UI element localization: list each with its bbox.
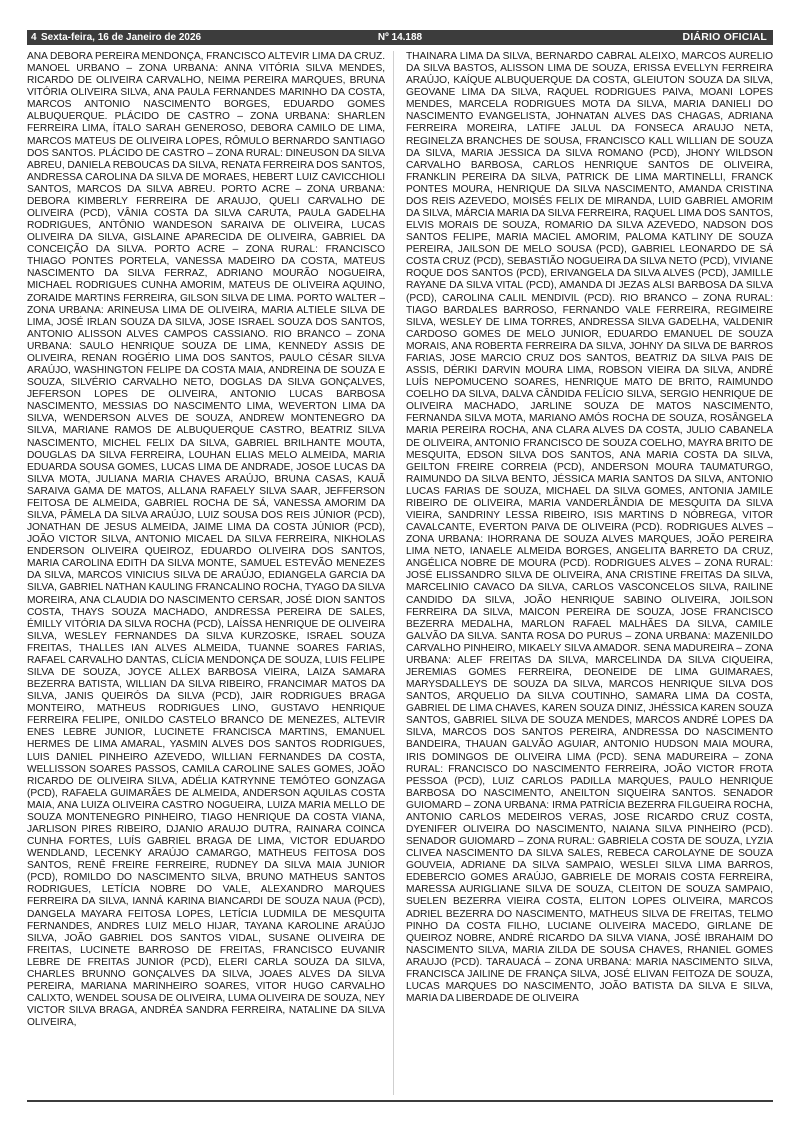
page-header <box>27 30 773 45</box>
publication-title: DIÁRIO OFICIAL <box>682 31 767 43</box>
page-number: 4 <box>31 32 37 43</box>
text-column-right: THAINARA LIMA DA SILVA, BERNARDO CABRAL ALEIXO, MARCOS AURELIO DA SILVA BASTOS, ALISSON LIMA DE SOUZA, ERISSA EVELLYN FERREIRA ARAÚJO, KAÍQUE ALBUQUERQUE DA COSTA, GLEIUTON SOUZA DA SILVA, GEOVANE LIMA DA SILVA, RAQUEL RODRIGUES PAIVA, MOANI LOPES MENDES, MARCELA RODRIGUES MOTA DA SILVA, MARIA DANIELI DO NASCIMENTO EVANGELISTA, JOHNATAN ALVES DAS CHAGAS, ADRIANA FERREIRA MOREIRA, LATIFE JALUL DA FONSECA ARAUJO NETA, REGINELZA BRANCHES DE SOUSA, FRANCISCO KALL WILLIAN DE SOUZA DA SILVA, MARIA JESSICA DA SILVA ROMANO (PCD), JHONY WILDSON CARVALHO BARBOSA, CARLOS HENRIQUE SANTOS DE OLIVEIRA, FRANKLIN PEREIRA DA SILVA, PATRICK DE LIMA MARTINELLI, FRANCK PONTES MOURA, HENRIQUE DA SILVA NASCIMENTO, AMANDA CRISTINA DOS REIS AZEVEDO, MOISÉS FELIX DE MIRANDA, LUID GABRIEL AMORIM DA SILVA, MÁRCIA MARIA DA SILVA FERREIRA, RAQUEL LIMA DOS SANTOS, ELVIS MORAIS DE SOUZA, ROMARIO DA SILVA AZEVEDO, NADSON DOS SANTOS FELIPE, MARIA MACIEL AMORIM, PALOMA KATLINY DE SOUZA PEREIRA, JAILSON DE MELO SOUSA (PCD), GABRIEL LEONARDO DE SÁ COSTA CRUZ (PCD), SEBASTIÃO NOGUEIRA DA SILVA NETO (PCD), VIVIANE ROQUE DOS SANTOS (PCD), ERIVANGELA DA SILVA ALVES (PCD), JAMILLE RAYANE DA SILVA VITAL (PCD), AMANDA DI JEZAS ALSI BARBOSA DA SILVA (PCD), CAROLINA CALIL MENDIVIL (PCD). RIO BRANCO – ZONA RURAL: TIAGO BARDALES BARROSO, FERNANDO VALE FERREIRA, REGIMEIRE SILVA, WESLEY DE LIMA TORRES, ANDRESSA SILVA GADELHA, VALDENIR CARDOSO GOMES DE MELO JUNIOR, EDUARDO EMANUEL DE SOUZA MORAIS, ANA ROBERTA FERREIRA DA SILVA, JOHNY DA SILVA DE BARROS FARIAS, JOSE MARCIO CRUZ DOS SANTOS, BEATRIZ DA SILVA PAIS DE ASSIS, DÉRIKI DARVIN MOURA LIMA, ROBSON VIEIRA DA SILVA, ANDRÉ LUÍS NEPOMUCENO SOARES, HENRIQUE MATO DE BRITO, RAIMUNDO COELHO DA SILVA, DALVA CÂNDIDA FELÍCIO SILVA, SERGIO HENRIQUE DE OLIVEIRA MACHADO, JARLINE SOUZA DE MATOS NASCIMENTO, FERNANDA SILVA MOTA, MARIANO AMÓS ROCHA DE SOUZA, ROSÂNGELA MARIA PEREIRA ROCHA, ANA CLARA ALVES DA COSTA, JULIO CABANELA DE OLIVEIRA, ANTONIO FRANCISCO DE SOUZA COELHO, MAYRA BRITO DE MESQUITA, EDSON SILVA DOS SANTOS, ANA MARIA COSTA DA SILVA, GEILTON FREIRE CORREIA (PCD), ANDERSON MOURA TAUMATURGO, RAIMUNDO DA SILVA BENTO, JÉSSICA MARIA SANTOS DA SILVA, ANTONIO LUCAS FARIAS DE SOUZA, MICHAEL DA SILVA GOMES, ANTONIA JAMILE RIBEIRO DE OLIVEIRA, MARIA VANDERLÂNDIA DE MESQUITA DA SILVA VIEIRA, SANDRINY LESSA RIBEIRO, ISIS MARTINS D NÓBREGA, VITOR CAVALCANTE, EVERTON PAIVA DE OLIVEIRA (PCD). RODRIGUES ALVES – ZONA URBANA: IHORRANA DE SOUZA ALVES MARQUES, JOÃO PEREIRA LIMA NETO, IANAELE ALMEIDA BORGES, ANGELITA BARRETO DA CRUZ, ANGÉLICA NOBRE DE MOURA (PCD). RODRIGUES ALVES – ZONA RURAL: JOSÉ ELISSANDRO SILVA DE OLIVEIRA, ANA CRISTINE FREITAS DA SILVA, MARCELINIO CAVACO DA SILVA, CARLOS VASCONCELOS SILVA, RAILINE CANDIDO DA SILVA, JOÃO HENRIQUE SABINO OLIVEIRA, JOILSON FERREIRA DA SILVA, MAICON PEREIRA DE SOUZA, JOSE FRANCISCO BEZERRA MEDALHA, MARLON RAFAEL MALHÃES DA SILVA, CAMILE GALVÃO DA SILVA. SANTA ROSA DO PURUS – ZONA URBANA: MAZENILDO CARVALHO PINHEIRO, MIKAELY SILVA AMADOR. SENA MADUREIRA – ZONA URBANA: ALEF FREITAS DA SILVA, MARCELINDA DA SILVA CIQUEIRA, JEREMIAS GOMES FERREIRA, DEONEIDE DE LIMA GUIMARAES, MARYSDALLEYS DE SOUZA DA SILVA, MARCOS HENRIQUE SILVA DOS SANTOS, ARQUELIO DA SILVA COUTINHO, SAMARA LIMA DA COSTA, GABRIEL DE LIMA CHAVES, KAREN SOUZA DINIZ, JHÉSSICA KAREN SOUZA SANTOS, GABRIEL SILVA DE SOUZA MENDES, MARCOS ANDRÉ LOPES DA SILVA, MARCOS DOS SANTOS PEREIRA, ANDRESSA DO NASCIMENTO BANDEIRA, THAUAN GALVÃO AGUIAR, ANTONIO HUDSON MAIA MOURA, IRIS DOMINGOS DE OLIVEIRA LIMA (PCD). SENA MADUREIRA – ZONA RURAL: FRANCISCO DO NASCIMENTO FERREIRA, JOÃO VICTOR FROTA PESSOA (PCD), LUIZ CARLOS PADILLA MARQUES, PAULO HENRIQUE BARBOSA DO NASCIMENTO, ANEILTON SIQUEIRA SANTOS. SENADOR GUIOMARD – ZONA URBANA: IRMA PATRÍCIA BEZERRA FILGUEIRA ROCHA, ANTONIO CARLOS MEDEIROS VERAS, JOSE RICARDO CRUZ COSTA, DYENIFER OLIVEIRA DO NASCIMENTO, NAIANA SILVA PINHEIRO (PCD). SENADOR GUIOMARD – ZONA RURAL: GABRIELA COSTA DE SOUZA, LYZIA CLIVEA NASCIMENTO DA SILVA SALES, REBECA CAROLAYNE DE SOUZA GOUVEIA, ADRIANE DA SILVA SAMPAIO, WESLEI SILVA LIMA BARROS, EDEBERCIO GOMES ARAÚJO, GABRIELE DE MORAIS COSTA FERREIRA, MARESSA AURIGLIANE SILVA DE SOUZA, CLEITON DE SOUZA SAMPAIO, SUELEN BEZERRA VIEIRA COSTA, ELITON LOPES OLIVEIRA, MARCOS ADRIEL BEZERRA DO NASCIMENTO, MATHEUS SILVA DE FREITAS, TELMO PINHO DA COSTA FILHO, LUCIANE OLIVEIRA MACEDO, GIRLANE DE QUEIROZ NOBRE, ANDRÉ RICARDO DA SILVA VIANA, JOSÉ IBRAHAIM DO NASCIMENTO SILVA, MARIA ZILDA DE SOUSA CHAVES, RHANIEL GOMES ARAUJO (PCD). TARAUACÁ – ZONA URBANA: MARIA NASCIMENTO SILVA, FRANCISCA JAILINE DE FRANÇA SILVA, JOSÉ ELIVAN FEITOZA DE SOUZA, LUCAS MARQUES DO NASCIMENTO, JOÃO BATISTA DA SILVA E SILVA, MARIA DA LIBERDADE DE OLIVEIRA <box>406 51 773 1005</box>
footer-rule <box>27 1100 773 1102</box>
issue-number: Nº 14.188 <box>377 32 423 43</box>
column-divider <box>393 51 394 1095</box>
publication-date: Sexta-feira, 16 de Janeiro de 2026 <box>41 32 202 43</box>
text-column-left: ANA DÉBORA PEREIRA MENDONÇA, FRANCISCO ALTEVIR LIMA DA CRUZ. MANOEL URBANO – ZONA URBANA: ANNA VITÓRIA SILVA MENDES, RICARDO DE OLIVEIRA CARVALHO, NEIMA PEREIRA MARQUES, BRUNA VITÓRIA OLIVEIRA SILVA, ANA PAULA FERNANDES MARINHO DA COSTA, MARCOS ANTONIO NASCIMENTO BORGES, EDUARDO GOMES ALBUQUERQUE. PLÁCIDO DE CASTRO – ZONA URBANA: SHARLEN FERREIRA LIMA, ÍTALO SARAH GENEROSO, DEBORA CAMILO DE LIMA, MARCOS MATEUS DE OLIVEIRA LOPES, RÔMULO BERNARDO SANTIAGO DOS SANTOS. PLÁCIDO DE CASTRO – ZONA RURAL: DINEUSON DA SILVA ABREU, DANIELA REBOUCAS DA SILVA, RENATA FERREIRA DOS SANTOS, ANDRESSA CAROLINA DA SILVA DE MORAES, HEBERT LUIZ CAVICCHIOLI SANTOS, MARCOS DA SILVA ABREU. PORTO ACRE – ZONA URBANA: DEBORA KIMBERLY FERREIRA DE ARAUJO, QUELI CARVALHO DE OLIVEIRA (PCD), VÂNIA COSTA DA SILVA CARUTA, PAULA GADELHA RODRIGUES, ANTÔNIO WANDESON SARAIVA DE OLIVEIRA, LUCAS OLIVEIRA DA SILVA, GISLAINE APARECIDA DE OLIVEIRA, GABRIEL DA CONCEIÇÃO DA SILVA. PORTO ACRE – ZONA RURAL: FRANCISCO THIAGO PONTES PORTELA, VANESSA MADEIRO DA COSTA, MATEUS NASCIMENTO DA SILVA FERRAZ, ADRIANO MOURÃO NOGUEIRA, MICHAEL RODRIGUES CUNHA AMORIM, MATEUS DE OLIVEIRA AQUINO, ZORAIDE MARTINS FERREIRA, GILSON SILVA DE LIMA. PORTO WALTER – ZONA URBANA: ARINEUSA LIMA DE OLIVEIRA, MARIA ALTIELE SILVA DE LIMA, JOSÉ IRLAN SOUZA DA SILVA, JOSE ISRAEL SOUZA DOS SANTOS, ANTONIO ALISSON ALVES CAMPOS CASSIANO. RIO BRANCO – ZONA URBANA: SAULO HENRIQUE SOUZA DE LIMA, KENNEDY ASSIS DE OLIVEIRA, RENAN ROGÉRIO LIMA DOS SANTOS, PAULO CÉSAR SILVA ARAÚJO, WASHINGTON FELIPE DA COSTA MAIA, ANDREINA DE SOUZA E SOUZA, SILVÉRIO CARVALHO NETO, DOGLAS DA SILVA GONÇALVES, JEFERSON LOPES DE OLIVEIRA, ANTONIO LUCAS BARBOSA NASCIMENTO, MESSIAS DO NASCIMENTO LIMA, WEVERTON LIMA DA SILVA, WENDERSON ALVES DE SOUZA, ANDREW MONTENEGRO DA SILVA, MARIANE RAMOS DE ALBUQUERQUE CASTRO, BEATRIZ SILVA NASCIMENTO, MICHEL FELIX DA SILVA, GABRIEL BRILHANTE MOUTA, DOUGLAS DA SILVA FERREIRA, LOUHAN ELIAS MELO ALMEIDA, MARIA EDUARDA SOUSA GOMES, LUCAS LIMA DE ANDRADE, JOSOE LUCAS DA SILVA MOTA, JULIANA MARIA CHAVES ARAÚJO, BRUNA CASAS, KAUÃ SARAIVA GAMA DE MATOS, ALLANA RAFAELY SILVA SAAR, JEFFERSON FEITOSA DE ALMEIDA, GABRIEL ROCHA DE SÁ, VANESSA AMORIM DA SILVA, PÂMELA DA SILVA ARAÚJO, LUIZ SOUSA DOS REIS JÚNIOR (PCD), JONATHAN DE JESUS ALMEIDA, JAIME LIMA DA COSTA JÚNIOR (PCD), JOÃO VICTOR SILVA, ANTONIO MICAEL DA SILVA FERREIRA, NIKHOLAS ENDERSON OLIVEIRA QUEIROZ, EDUARDO OLIVEIRA DOS SANTOS, MARIA CAROLINA EDITH DA SILVA MONTE, SAMUEL ESTEVÃO MENEZES DA SILVA, MARCOS VINICIUS SILVA DE ARAÚJO, EDIANGELA GARCIA DA SILVA, GABRIEL NATHAN KAULING FRANCALINO ROCHA, TYAGO DA SILVA MOREIRA, ANA CLAUDIA DO NASCIMENTO CERSAR, JOSÉ DION SANTOS COSTA, THAYS SOUZA MACHADO, ANDRESSA PEREIRA DE SALES, ÉMILLY VITÓRIA DA SILVA ROCHA (PCD), LAÍSSA HENRIQUE DE OLIVEIRA SILVA, WESLEY FERNANDES DA SILVA KURZOSKE, ISRAEL SOUZA FREITAS, THALLES IAN ALVES ALMEIDA, TUANNE SOARES FARIAS, RAFAEL CARVALHO DANTAS, CLÍCIA MENDONÇA DE SOUZA, LUIS FELIPE SILVA DE SOUZA, JOYCE ALLEX BARBOSA VIEIRA, LAIZA SAMARA BEZERRA BATISTA, WILLIAN DA SILVA RIBEIRO, FRANCIMAR MATOS DA SILVA, JANIS QUEIRÓS DA SILVA (PCD), JAIR RODRIGUES BRAGA MONTEIRO, MATHEUS RODRIGUES LINO, GUSTAVO HENRIQUE FERREIRA FELIPE, ONILDO CASTELO BRANCO DE MENEZES, ALTEVIR ENES LEBRE JUNIOR, LUCINETE FRANCISCA MARTINS, EMANUEL HERMES DE LIMA AMARAL, YASMIN ALVES DOS SANTOS RODRIGUES, LUIS DANIEL PINHEIRO AZEVEDO, WILLIAN FERNANDES DA COSTA, WELLISSON SOARES PASSOS, CAMILA CAROLINE SALES GOMES, JOÃO RICARDO DE OLIVEIRA SILVA, ADÉLIA KATRYNNE TEMÓTEO GONZAGA (PCD), RAFAELA GUIMARÃES DE ALMEIDA, ANDERSON AQUILAS COSTA MAIA, ANA LUIZA OLIVEIRA CASTRO NOGUEIRA, LUIZA MARIA MELLO DE SOUZA MONTENEGRO PINHEIRO, TIAGO HENRIQUE DA COSTA VIANA, JARLISON PIRES RIBEIRO, DJANIO ARAUJO DUTRA, RAINARA COINCA CUNHA FORTES, LUÍS GABRIEL BRAGA DE LIMA, VICTOR EDUARDO WENDLAND, LECENKY ARAÚJO CAMARGO, MATHEUS FEITOSA DOS SANTOS, RENÊ FREIRE FERREIRE, RUDNEY DA SILVA MAIA JUNIOR (PCD), ROMILDO DO NASCIMENTO SILVA, BRUNO MATHEUS SANTOS RODRIGUES, LETÍCIA NOBRE DO VALE, ALEXANDRO MARQUES FERREIRA DA SILVA, IANNÁ KARINA BIANCARDI DE SOUZA NAUA (PCD), DANGELA MAYARA FEITOSA LOPES, LETÍCIA LUDMILA DE MESQUITA FERNANDES, ANDRES LUIZ MELO HIJAR, TAYANA KAROLINE ARAÚJO SILVA, JOÃO GABRIEL DOS SANTOS VIDAL, SUSANE OLIVEIRA DE FREITAS, LUCINETE BARROSO DE FREITAS, FRANCISCO EUVANIR LEBRE DE FREITAS JUNIOR (PCD), ELERI CARLA SOUZA DA SILVA, CHARLES BRUNNO GONÇALVES DA SILVA, JOAES ALVES DA SILVA PEREIRA, MARIANA MARINHEIRO SOARES, VITOR HUGO CARVALHO CALIXTO, WENDEL SOUSA DE OLIVEIRA, LUMA OLIVEIRA DE SOUZA, NEY VICTOR SILVA BRAGA, ANDRÉA SANDRA FERREIRA, NATALINE DA SILVA OLIVEIRA, <box>27 51 385 1029</box>
